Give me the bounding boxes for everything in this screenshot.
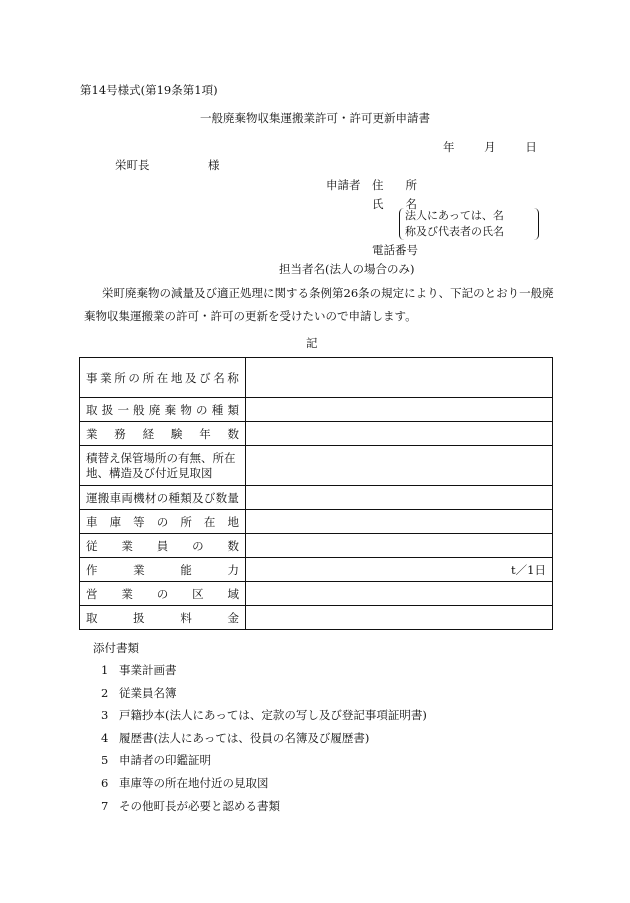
item-text: 履歴書(法人にあっては、役員の名簿及び履歴書) [119, 730, 370, 745]
row-label [80, 582, 246, 606]
row-label [80, 534, 246, 558]
applicant-label: 申請者 [326, 178, 361, 192]
item-number: 3 [101, 708, 109, 723]
row-value[interactable] [246, 446, 553, 486]
row-value[interactable] [246, 606, 553, 630]
date-month-label: 月 [484, 140, 496, 154]
row-value[interactable] [246, 398, 553, 422]
row-value[interactable] [246, 534, 553, 558]
list-item [101, 707, 427, 730]
document-title: 一般廃棄物収集運搬業許可・許可更新申請書 [200, 111, 430, 125]
row-label-text: 取 扱 一 般 廃 棄 物 の 種 類 [86, 402, 239, 417]
item-text: 事業計画書 [119, 663, 177, 677]
ki-heading: 記 [306, 336, 318, 350]
item-text: 従業員名簿 [119, 685, 177, 700]
row-label-text: 従 業 員 の 数 [86, 538, 239, 553]
item-number: 1 [101, 663, 109, 677]
item-number: 5 [101, 753, 109, 768]
list-item [101, 685, 427, 708]
row-label [80, 398, 246, 422]
item-text: その他町長が必要と認める書類 [119, 798, 280, 813]
table-row [80, 398, 553, 422]
row-label [80, 510, 246, 534]
row-label-text: 取 扱 料 金 [86, 610, 239, 625]
table-row [80, 358, 553, 398]
corporate-note-line1: 法人にあっては、名 [405, 209, 504, 222]
table-row [80, 422, 553, 446]
row-label-text: 作 業 能 力 [86, 562, 239, 577]
row-label-text: 運 搬 車 両 機 材 の 種 類 及 び 数 量 [86, 490, 239, 505]
attachments-title: 添付書類 [93, 641, 139, 655]
table-row [80, 582, 553, 606]
item-text: 申請者の印鑑証明 [119, 753, 211, 768]
row-value[interactable] [246, 358, 553, 398]
date-day-label: 日 [525, 140, 537, 154]
phone-label: 電話番号 [372, 243, 418, 257]
row-value[interactable] [246, 510, 553, 534]
application-statement: 栄町廃棄物の減量及び適正処理に関する条例第26条の規定により、下記のとおり一般廃棄物収集運搬業の許可・許可の更新を受けたいので申請します。 [84, 286, 554, 323]
contact-person-label: 担当者名(法人の場合のみ) [279, 262, 415, 276]
row-label-text: 業 務 経 験 年 数 [86, 426, 239, 441]
table-row [80, 486, 553, 510]
attachments-list [101, 662, 427, 820]
table-row [80, 446, 553, 486]
addressee-name: 栄町長 [115, 158, 150, 172]
corporate-note [399, 208, 539, 240]
row-label-text: 車 庫 等 の 所 在 地 [86, 514, 239, 529]
form-number: 第14号様式(第19条第1項) [80, 83, 218, 97]
addressee-honorific: 様 [208, 158, 220, 172]
table-row [80, 558, 553, 582]
row-label: 積替え保管場所の有無、所在地、構造及び付近見取図 [80, 446, 246, 486]
row-label [80, 606, 246, 630]
row-value[interactable] [246, 486, 553, 510]
item-text: 戸籍抄本(法人にあっては、定款の写し及び登記事項証明書) [119, 708, 427, 723]
date-year-label: 年 [443, 140, 455, 154]
date-line [443, 139, 537, 155]
row-value[interactable] [246, 582, 553, 606]
table-row [80, 510, 553, 534]
list-item [101, 662, 427, 685]
list-item [101, 730, 427, 753]
row-value[interactable]: t／1日 [246, 558, 553, 582]
corporate-note-line2: 称及び代表者の氏名 [405, 225, 504, 238]
address-label: 住所 [372, 178, 439, 192]
row-label-text: 事 業 所 の 所 在 地 及 び 名 称 [86, 370, 239, 385]
name-label: 氏名 [372, 197, 439, 211]
row-label [80, 558, 246, 582]
item-text: 車庫等の所在地付近の見取図 [119, 775, 269, 790]
list-item [101, 775, 427, 798]
item-number: 4 [101, 730, 109, 745]
table-row [80, 606, 553, 630]
table-row [80, 534, 553, 558]
list-item [101, 752, 427, 775]
row-label [80, 358, 246, 398]
row-label [80, 422, 246, 446]
row-label [80, 486, 246, 510]
application-table [79, 357, 553, 630]
row-value[interactable] [246, 422, 553, 446]
list-item [101, 798, 427, 821]
item-number: 7 [101, 798, 109, 813]
item-number: 6 [101, 775, 109, 790]
row-label-text: 営 業 の 区 域 [86, 586, 239, 601]
item-number: 2 [101, 685, 109, 700]
